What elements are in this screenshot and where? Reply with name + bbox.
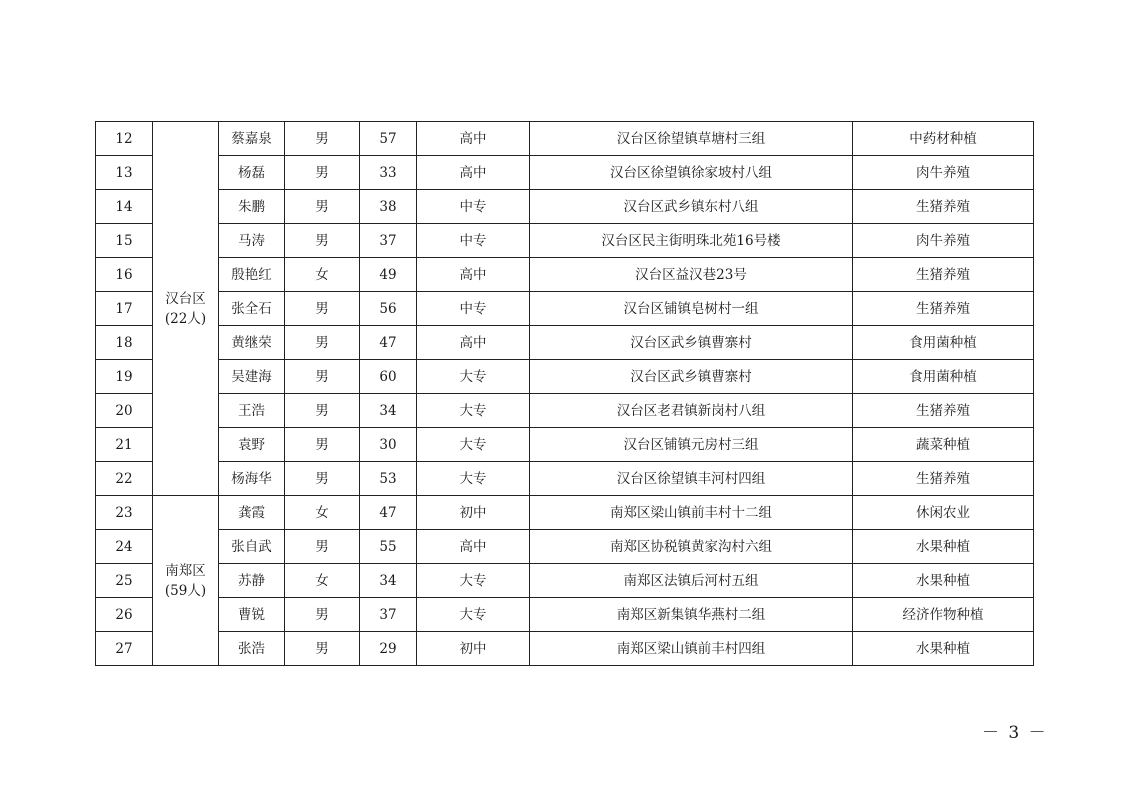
table-row (96, 496, 1034, 530)
age-cell: 53 (360, 462, 417, 496)
name-cell: 苏静 (219, 564, 285, 598)
industry-cell: 水果种植 (853, 564, 1034, 598)
gender-cell: 男 (285, 326, 360, 360)
table-row (96, 258, 1034, 292)
row-number-cell: 22 (96, 462, 153, 496)
address-cell: 汉台区铺镇皂树村一组 (530, 292, 853, 326)
row-number-cell: 25 (96, 564, 153, 598)
table-row (96, 122, 1034, 156)
industry-cell: 肉牛养殖 (853, 156, 1034, 190)
row-number-cell: 12 (96, 122, 153, 156)
name-cell: 张浩 (219, 632, 285, 666)
row-number-cell: 19 (96, 360, 153, 394)
education-cell: 高中 (417, 156, 530, 190)
industry-cell: 食用菌种植 (853, 360, 1034, 394)
name-cell: 袁野 (219, 428, 285, 462)
address-cell: 南郑区梁山镇前丰村四组 (530, 632, 853, 666)
industry-cell: 蔬菜种植 (853, 428, 1034, 462)
address-cell: 南郑区法镇后河村五组 (530, 564, 853, 598)
row-number-cell: 27 (96, 632, 153, 666)
name-cell: 黄继荣 (219, 326, 285, 360)
table-row (96, 530, 1034, 564)
education-cell: 高中 (417, 258, 530, 292)
district-count: (22人) (164, 310, 207, 327)
industry-cell: 休闲农业 (853, 496, 1034, 530)
age-cell: 33 (360, 156, 417, 190)
name-cell: 龚霞 (219, 496, 285, 530)
education-cell: 中专 (417, 224, 530, 258)
age-cell: 60 (360, 360, 417, 394)
industry-cell: 生猪养殖 (853, 258, 1034, 292)
address-cell: 汉台区老君镇新岗村八组 (530, 394, 853, 428)
address-cell: 汉台区民主街明珠北苑16号楼 (530, 224, 853, 258)
gender-cell: 男 (285, 224, 360, 258)
education-cell: 大专 (417, 462, 530, 496)
table-row (96, 156, 1034, 190)
education-cell: 高中 (417, 122, 530, 156)
gender-cell: 男 (285, 122, 360, 156)
district-cell (153, 122, 219, 496)
age-cell: 56 (360, 292, 417, 326)
district-count: (59人) (164, 582, 207, 599)
age-cell: 30 (360, 428, 417, 462)
address-cell: 南郑区梁山镇前丰村十二组 (530, 496, 853, 530)
industry-cell: 经济作物种植 (853, 598, 1034, 632)
name-cell: 杨海华 (219, 462, 285, 496)
address-cell: 汉台区徐望镇徐家坡村八组 (530, 156, 853, 190)
industry-cell: 生猪养殖 (853, 292, 1034, 326)
name-cell: 杨磊 (219, 156, 285, 190)
age-cell: 47 (360, 496, 417, 530)
table-row (96, 190, 1034, 224)
education-cell: 初中 (417, 632, 530, 666)
age-cell: 49 (360, 258, 417, 292)
district-name: 汉台区 (165, 290, 206, 307)
gender-cell: 男 (285, 598, 360, 632)
education-cell: 高中 (417, 326, 530, 360)
row-number-cell: 14 (96, 190, 153, 224)
industry-cell: 生猪养殖 (853, 394, 1034, 428)
industry-cell: 生猪养殖 (853, 462, 1034, 496)
name-cell: 曹锐 (219, 598, 285, 632)
education-cell: 大专 (417, 564, 530, 598)
education-cell: 高中 (417, 530, 530, 564)
age-cell: 47 (360, 326, 417, 360)
industry-cell: 水果种植 (853, 530, 1034, 564)
age-cell: 29 (360, 632, 417, 666)
row-number-cell: 13 (96, 156, 153, 190)
row-number-cell: 26 (96, 598, 153, 632)
row-number-cell: 15 (96, 224, 153, 258)
name-cell: 殷艳红 (219, 258, 285, 292)
row-number-cell: 24 (96, 530, 153, 564)
district-name: 南郑区 (165, 562, 206, 579)
name-cell: 马涛 (219, 224, 285, 258)
name-cell: 张全石 (219, 292, 285, 326)
industry-cell: 食用菌种植 (853, 326, 1034, 360)
gender-cell: 男 (285, 394, 360, 428)
age-cell: 34 (360, 394, 417, 428)
address-cell: 汉台区武乡镇东村八组 (530, 190, 853, 224)
age-cell: 38 (360, 190, 417, 224)
education-cell: 大专 (417, 360, 530, 394)
gender-cell: 男 (285, 292, 360, 326)
row-number-cell: 16 (96, 258, 153, 292)
gender-cell: 女 (285, 258, 360, 292)
gender-cell: 男 (285, 360, 360, 394)
row-number-cell: 20 (96, 394, 153, 428)
row-number-cell: 18 (96, 326, 153, 360)
address-cell: 汉台区益汉巷23号 (530, 258, 853, 292)
row-number-cell: 23 (96, 496, 153, 530)
table-row (96, 360, 1034, 394)
industry-cell: 水果种植 (853, 632, 1034, 666)
age-cell: 37 (360, 598, 417, 632)
address-cell: 汉台区铺镇元房村三组 (530, 428, 853, 462)
roster-body (96, 122, 1034, 666)
name-cell: 吴建海 (219, 360, 285, 394)
address-cell: 汉台区武乡镇曹寨村 (530, 360, 853, 394)
gender-cell: 男 (285, 632, 360, 666)
district-cell (153, 496, 219, 666)
industry-cell: 中药材种植 (853, 122, 1034, 156)
page-number: － 3 － (982, 723, 1048, 743)
table-row (96, 326, 1034, 360)
education-cell: 初中 (417, 496, 530, 530)
education-cell: 大专 (417, 428, 530, 462)
table-row (96, 598, 1034, 632)
table-row (96, 224, 1034, 258)
gender-cell: 男 (285, 190, 360, 224)
name-cell: 王浩 (219, 394, 285, 428)
table-row (96, 564, 1034, 598)
table-row (96, 462, 1034, 496)
address-cell: 南郑区新集镇华燕村二组 (530, 598, 853, 632)
gender-cell: 男 (285, 156, 360, 190)
name-cell: 朱鹏 (219, 190, 285, 224)
education-cell: 大专 (417, 598, 530, 632)
roster-table (95, 121, 1034, 666)
address-cell: 南郑区协税镇黄家沟村六组 (530, 530, 853, 564)
industry-cell: 生猪养殖 (853, 190, 1034, 224)
table-row (96, 292, 1034, 326)
name-cell: 张自武 (219, 530, 285, 564)
education-cell: 中专 (417, 292, 530, 326)
education-cell: 大专 (417, 394, 530, 428)
gender-cell: 男 (285, 428, 360, 462)
row-number-cell: 21 (96, 428, 153, 462)
age-cell: 55 (360, 530, 417, 564)
gender-cell: 男 (285, 462, 360, 496)
name-cell: 蔡嘉泉 (219, 122, 285, 156)
row-number-cell: 17 (96, 292, 153, 326)
age-cell: 37 (360, 224, 417, 258)
education-cell: 中专 (417, 190, 530, 224)
age-cell: 34 (360, 564, 417, 598)
table-row (96, 394, 1034, 428)
gender-cell: 女 (285, 564, 360, 598)
table-row (96, 632, 1034, 666)
table-row (96, 428, 1034, 462)
address-cell: 汉台区武乡镇曹寨村 (530, 326, 853, 360)
age-cell: 57 (360, 122, 417, 156)
gender-cell: 女 (285, 496, 360, 530)
address-cell: 汉台区徐望镇草塘村三组 (530, 122, 853, 156)
gender-cell: 男 (285, 530, 360, 564)
address-cell: 汉台区徐望镇丰河村四组 (530, 462, 853, 496)
industry-cell: 肉牛养殖 (853, 224, 1034, 258)
